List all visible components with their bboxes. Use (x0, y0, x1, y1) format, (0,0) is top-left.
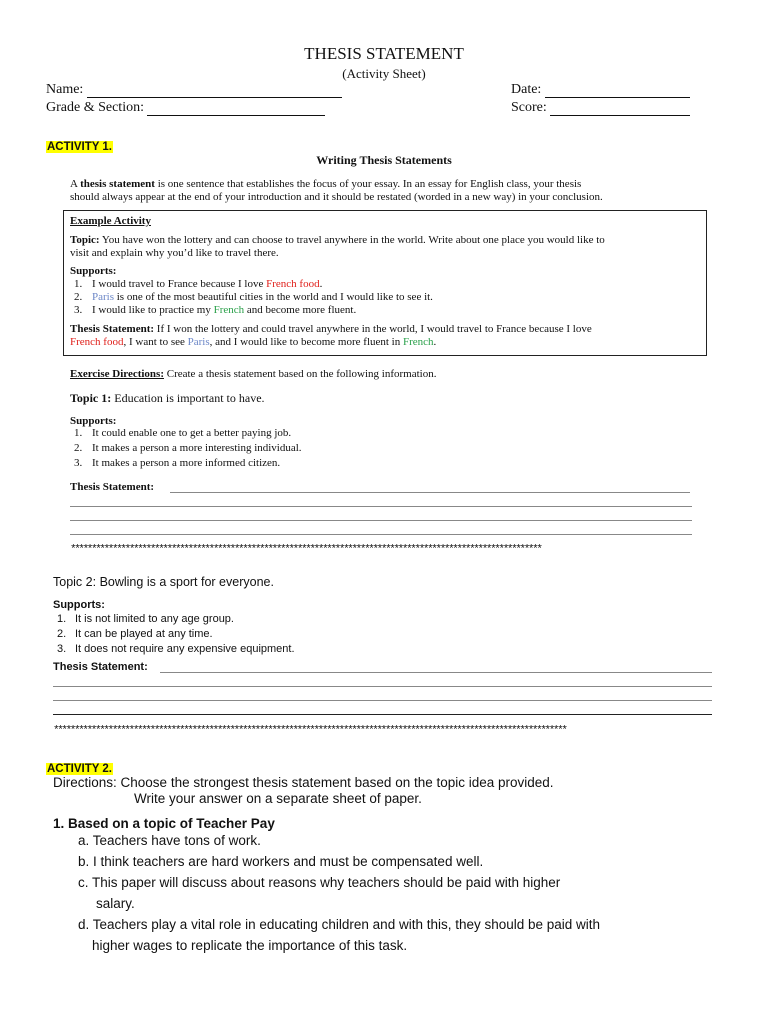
example-support-2: 2. Paris is one of the most beautiful cities in the world and I would like to see it. (74, 291, 433, 303)
score-row (511, 100, 690, 116)
topic-1-answer-line-2[interactable] (70, 506, 692, 507)
separator-stars-1: **************************************************************************************************************** (70, 544, 541, 556)
list-item: 1. It is not limited to any age group. (57, 613, 234, 625)
topic-2-thesis-label: Thesis Statement: (53, 661, 148, 673)
activity-2-directions: Directions: Choose the strongest thesis statement based on the topic idea provided. Write your answer on a separate sheet of paper. (53, 775, 554, 806)
option-d-line2: higher wages to replicate the importance of this task. (92, 938, 408, 953)
example-topic-line2: visit and explain why you’d like to travel there. (70, 247, 279, 259)
score-field[interactable] (550, 101, 690, 116)
example-title: Example Activity (70, 215, 151, 227)
name-label: Name: (46, 82, 84, 97)
option-c-line2: salary. (96, 896, 135, 911)
activity-1-heading: Writing Thesis Statements (316, 153, 452, 167)
list-item: 2. It can be played at any time. (57, 628, 213, 640)
topic-2-answer-line-1[interactable] (160, 672, 712, 673)
list-item: 3. It makes a person a more informed citizen. (74, 457, 281, 469)
topic-2-supports-label: Supports: (53, 599, 105, 611)
example-activity-content (70, 215, 702, 349)
date-row (511, 82, 690, 98)
option-b: b. I think teachers are hard workers and must be compensated well. (78, 854, 484, 869)
topic-1-supports (70, 415, 670, 470)
activity-1-tag: ACTIVITY 1. (47, 141, 112, 153)
option-a: a. Teachers have tons of work. (78, 833, 261, 848)
topic-1-thesis-label: Thesis Statement: (70, 481, 155, 493)
option-d: d. Teachers play a vital role in educating children and with this, they should be paid with (78, 917, 601, 932)
grade-label: Grade & Section: (46, 100, 144, 115)
list-item: 2. It makes a person a more interesting individual. (74, 442, 302, 454)
topic-2-supports (53, 599, 653, 656)
date-label: Date: (511, 82, 542, 97)
name-row (46, 82, 342, 98)
topic-1-supports-label: Supports: (70, 415, 117, 427)
topic-2: Topic 2: Bowling is a sport for everyone. (53, 575, 274, 589)
question-1-options (78, 830, 600, 956)
topic-2-answer-line-2[interactable] (53, 686, 712, 687)
intro-paragraph: A thesis statement is one sentence that establishes the focus of your essay. In an essay for English class, your thesis should always appear at the end of your introduction and it should be restated (worded in a new way) in your conclusion. (70, 178, 603, 203)
exercise-directions: Exercise Directions: Create a thesis statement based on the following information. (70, 368, 437, 380)
topic-2-answer-line-4[interactable] (53, 714, 712, 715)
topic-1-answer-line-1[interactable] (170, 492, 690, 493)
grade-row (46, 100, 325, 116)
list-item: 3. It does not require any expensive equipment. (57, 643, 295, 655)
list-item: 1. It could enable one to get a better paying job. (74, 427, 292, 439)
example-supports-label: Supports: (70, 265, 117, 277)
topic-1-answer-line-3[interactable] (70, 520, 692, 521)
topic-1-answer-line-4[interactable] (70, 534, 692, 535)
separator-stars-2: ************************************************************************************************************************** (53, 725, 566, 737)
name-field[interactable] (87, 83, 342, 98)
topic-1: Topic 1: Education is important to have. (70, 391, 265, 405)
page-subtitle: (Activity Sheet) (342, 66, 426, 81)
activity-2-tag: ACTIVITY 2. (47, 763, 112, 775)
score-label: Score: (511, 100, 547, 115)
page-title: THESIS STATEMENT (304, 44, 464, 63)
example-support-3: 3. I would like to practice my French and become more fluent. (74, 304, 357, 316)
example-thesis: Thesis Statement: If I won the lottery and could travel anywhere in the world, I would travel to France because I love (70, 323, 592, 335)
topic-2-answer-line-3[interactable] (53, 700, 712, 701)
grade-field[interactable] (147, 101, 325, 116)
example-support-1: 1. I would travel to France because I love French food. (74, 278, 323, 290)
date-field[interactable] (545, 83, 690, 98)
question-1-title: 1. Based on a topic of Teacher Pay (53, 816, 275, 831)
example-thesis-line2: French food, I want to see Paris, and I would like to become more fluent in French. (70, 336, 437, 348)
option-c: c. This paper will discuss about reasons why teachers should be paid with higher (78, 875, 561, 890)
example-topic: Topic: You have won the lottery and can choose to travel anywhere in the world. Write about one place you would like to (70, 234, 605, 246)
